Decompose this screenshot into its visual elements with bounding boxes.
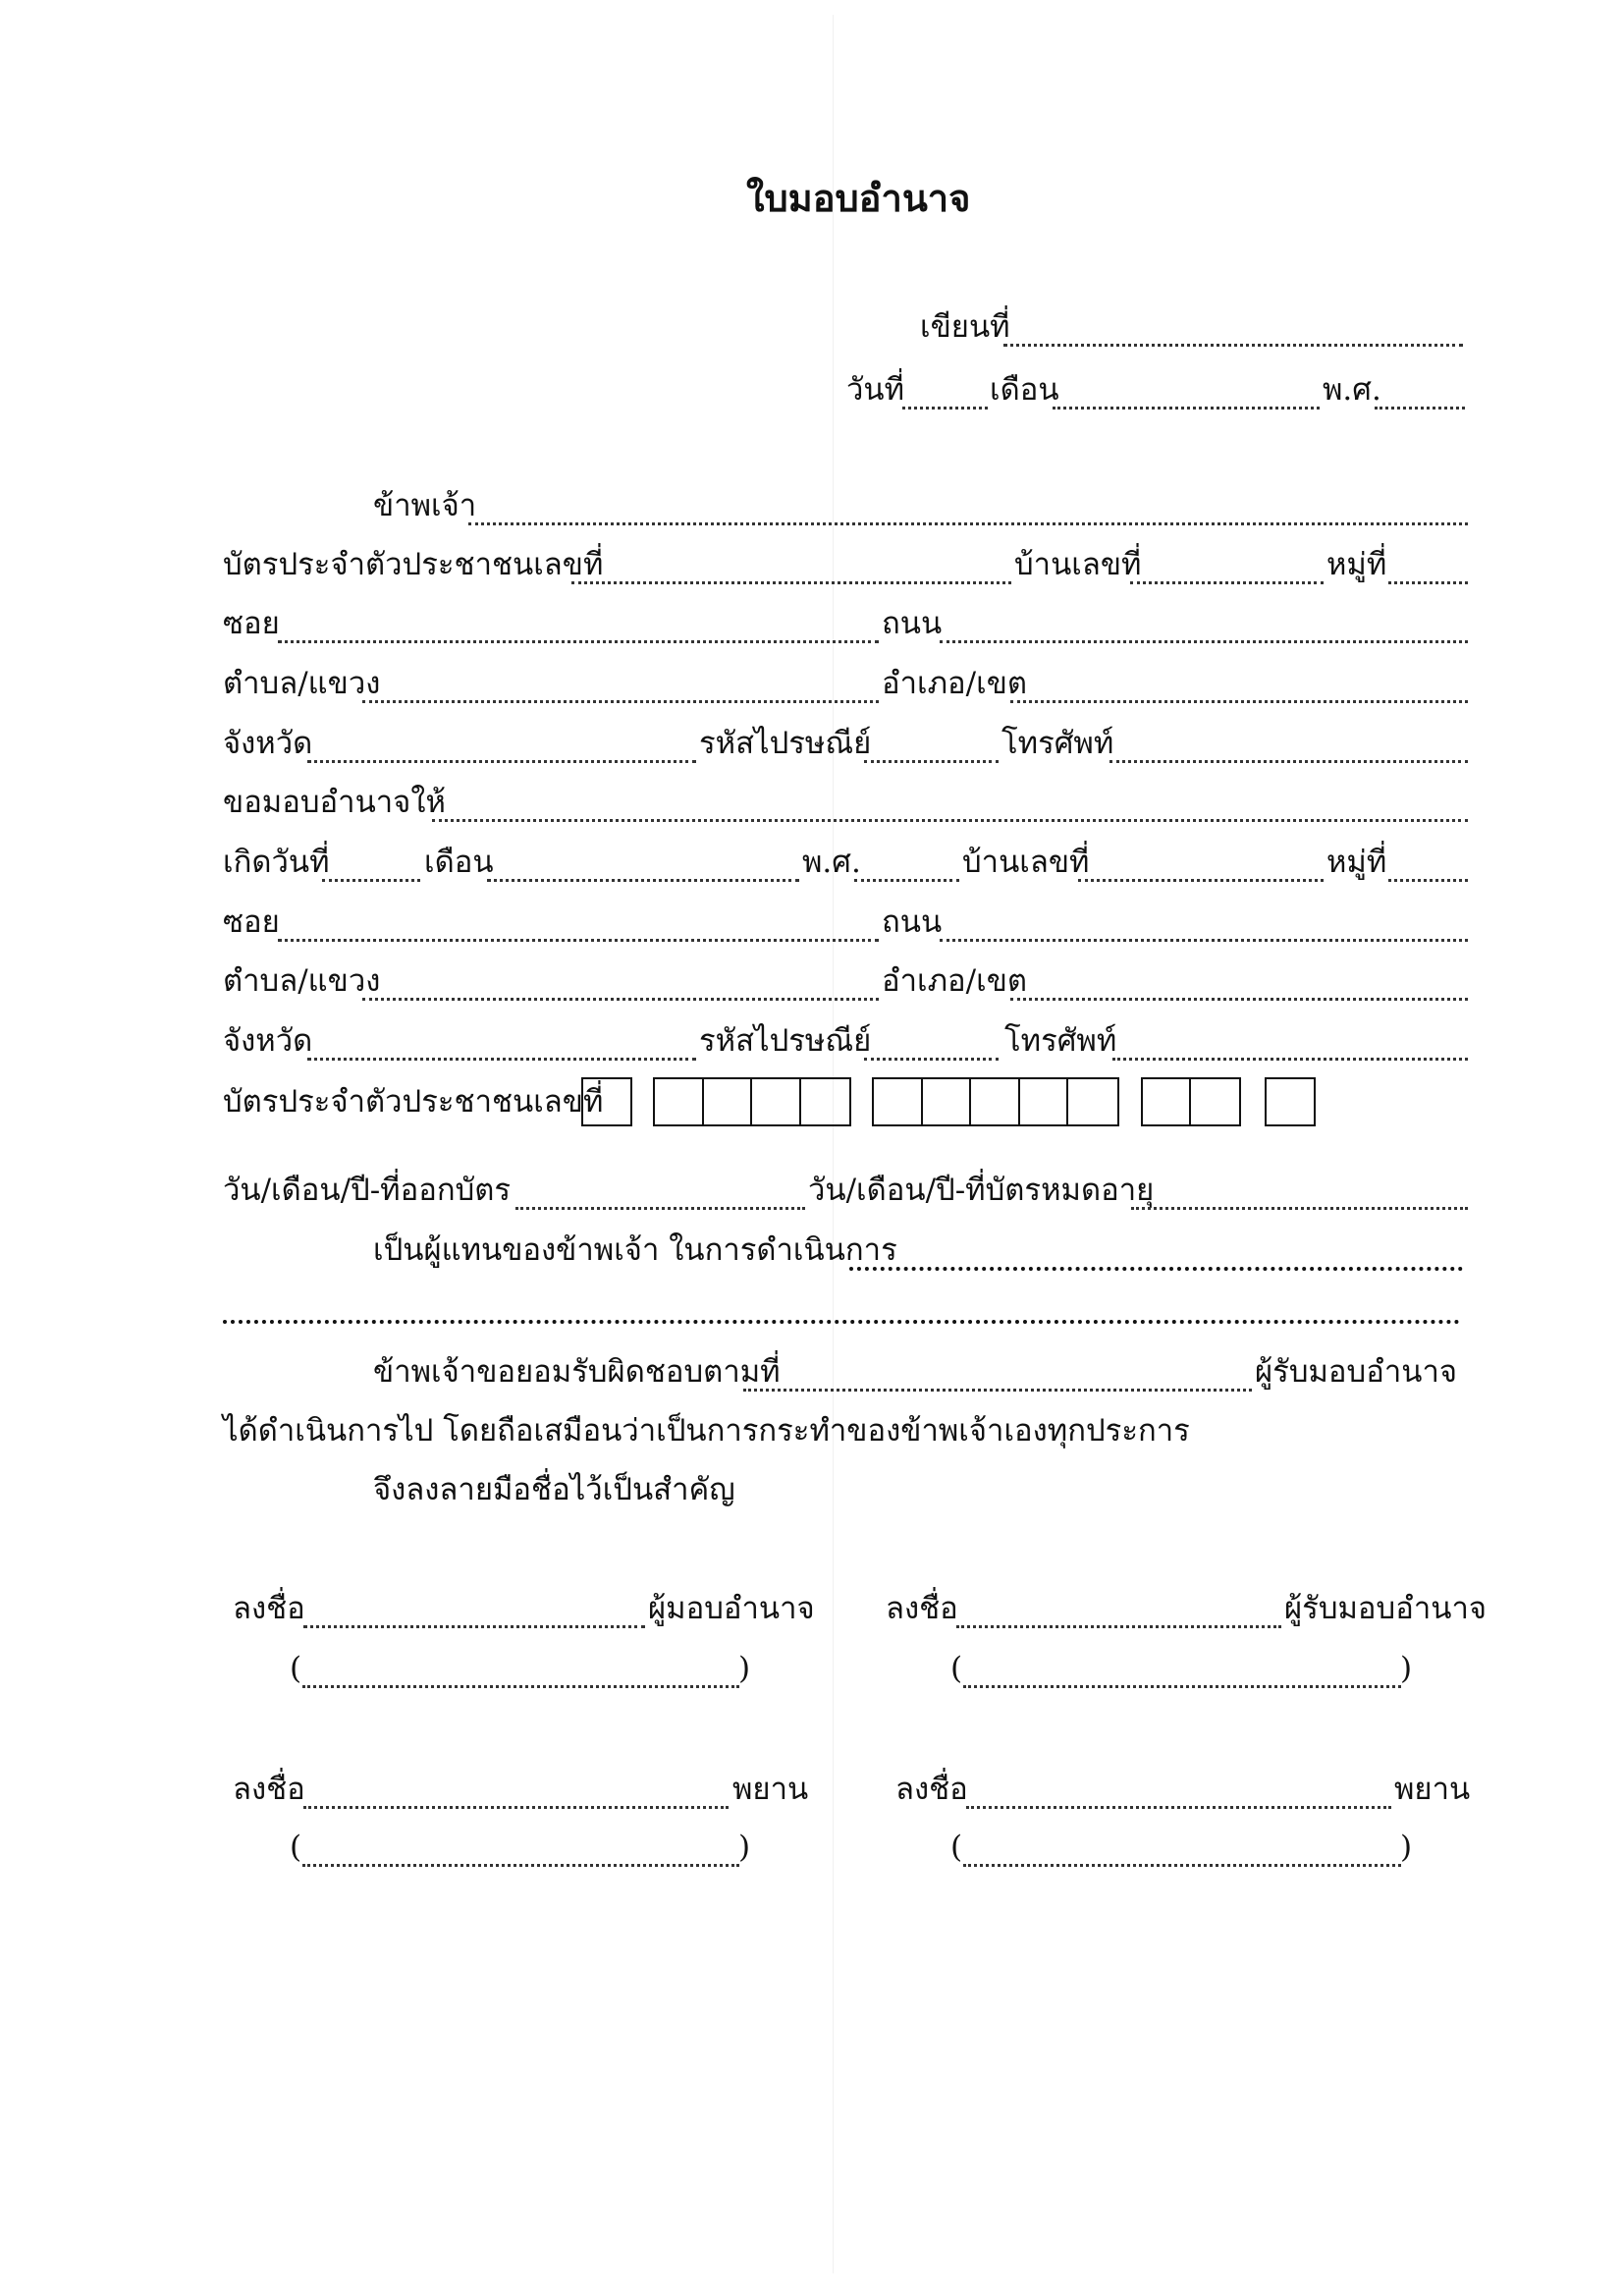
grantor-name-label: ข้าพเจ้า <box>373 488 477 523</box>
close-paren: ) <box>1400 1651 1413 1686</box>
grantee-postcode-label: รหัสไปรษณีย์ <box>699 1023 872 1059</box>
open-paren: ( <box>950 1651 963 1686</box>
id-digit-box[interactable] <box>1143 1079 1191 1124</box>
id-digit-box[interactable] <box>801 1079 849 1124</box>
grantee-born-day-field[interactable] <box>322 879 420 882</box>
id-digit-box[interactable] <box>655 1079 704 1124</box>
grantee-printed-name-field[interactable] <box>963 1685 1401 1688</box>
proceed-text: ได้ดำเนินการไป โดยถือเสมือนว่าเป็นการกระทำของข้าพเจ้าเองทุกประการ <box>223 1413 1190 1449</box>
witness-1-signature-field[interactable] <box>303 1806 729 1809</box>
grantee-subdistrict-field[interactable] <box>362 998 879 1001</box>
grantor-subdistrict-field[interactable] <box>362 700 879 703</box>
grantee-house-label: บ้านเลขที่ <box>962 845 1090 880</box>
witness-2-role: พยาน <box>1394 1772 1471 1807</box>
grantee-province-field[interactable] <box>307 1058 696 1061</box>
date-field[interactable] <box>902 407 988 410</box>
grantor-house-label: บ้านเลขที่ <box>1014 547 1142 582</box>
open-paren: ( <box>950 1830 963 1865</box>
grantee-month-label: เดือน <box>424 845 494 880</box>
responsibility-label: ข้าพเจ้าขอยอมรับผิดชอบตามที่ <box>373 1354 781 1390</box>
witness-2-printed-name-field[interactable] <box>963 1864 1401 1867</box>
grantee-born-month-field[interactable] <box>487 879 799 882</box>
grantor-moo-label: หมู่ที่ <box>1326 547 1387 582</box>
responsibility-field[interactable] <box>743 1389 1252 1392</box>
grantee-district-label: อำเภอ/เขต <box>882 963 1028 999</box>
grantee-name-label: ขอมอบอำนาจให้ <box>223 785 446 820</box>
grantee-soi-label: ซอย <box>223 904 280 940</box>
id-digit-group-5[interactable] <box>1265 1077 1316 1126</box>
grantee-word: ผู้รับมอบอำนาจ <box>1255 1354 1458 1390</box>
grantor-name-field[interactable] <box>468 522 1468 525</box>
year-label: พ.ศ. <box>1323 372 1381 408</box>
witness-1-role: พยาน <box>732 1772 809 1807</box>
grantor-road-field[interactable] <box>940 640 1468 643</box>
grantor-province-label: จังหวัด <box>223 726 313 761</box>
grantee-district-field[interactable] <box>1010 998 1468 1001</box>
grantor-soi-field[interactable] <box>278 640 879 643</box>
grantee-signature-role: ผู้รับมอบอำนาจ <box>1284 1591 1488 1626</box>
grantee-province-label: จังหวัด <box>223 1023 313 1059</box>
grantor-postcode-field[interactable] <box>864 760 999 763</box>
month-field[interactable] <box>1053 407 1320 410</box>
grantor-district-label: อำเภอ/เขต <box>882 666 1028 701</box>
expiry-date-label: วัน/เดือน/ปี-ที่บัตรหมดอายุ <box>808 1173 1155 1208</box>
grantor-subdistrict-label: ตำบล/แขวง <box>223 666 381 701</box>
witness-2-signature-field[interactable] <box>966 1806 1391 1809</box>
grantee-signature-field[interactable] <box>956 1625 1281 1628</box>
grantee-road-label: ถนน <box>882 904 943 940</box>
purpose-field[interactable] <box>849 1267 1463 1271</box>
grantor-signature-role: ผู้มอบอำนาจ <box>648 1591 815 1626</box>
grantee-id-label: บัตรประจำตัวประชาชนเลขที่ <box>223 1084 604 1120</box>
id-digit-group-2[interactable] <box>653 1077 851 1126</box>
expiry-date-field[interactable] <box>1131 1207 1468 1210</box>
id-digit-box[interactable] <box>704 1079 753 1124</box>
close-paren: ) <box>738 1830 751 1865</box>
grantee-phone-field[interactable] <box>1112 1058 1468 1061</box>
sign-label: ลงชื่อ <box>233 1591 305 1626</box>
grantor-province-field[interactable] <box>307 760 696 763</box>
grantee-moo-label: หมู่ที่ <box>1326 845 1387 880</box>
grantor-moo-field[interactable] <box>1388 581 1468 584</box>
id-digit-box[interactable] <box>923 1079 972 1124</box>
grantee-road-field[interactable] <box>940 939 1468 942</box>
grantor-printed-name-field[interactable] <box>302 1685 739 1688</box>
fold-line <box>833 15 834 2273</box>
id-digit-group-1[interactable] <box>581 1077 632 1126</box>
id-digit-box[interactable] <box>752 1079 801 1124</box>
grantor-id-field[interactable] <box>571 581 1011 584</box>
grantor-phone-label: โทรศัพท์ <box>1001 726 1114 761</box>
open-paren: ( <box>290 1830 302 1865</box>
close-paren: ) <box>738 1651 751 1686</box>
purpose-field-line-2[interactable] <box>223 1320 1460 1324</box>
sign-label: ลงชื่อ <box>886 1591 958 1626</box>
grantor-soi-label: ซอย <box>223 606 280 641</box>
representative-label: เป็นผู้แทนของข้าพเจ้า ในการดำเนินการ <box>373 1232 897 1268</box>
issue-date-label: วัน/เดือน/ปี-ที่ออกบัตร <box>223 1173 512 1208</box>
written-at-label: เขียนที่ <box>920 309 1010 345</box>
grantor-postcode-label: รหัสไปรษณีย์ <box>699 726 872 761</box>
grantee-name-field[interactable] <box>432 819 1468 822</box>
id-digit-group-4[interactable] <box>1141 1077 1241 1126</box>
witness-1-printed-name-field[interactable] <box>302 1864 739 1867</box>
id-digit-box[interactable] <box>971 1079 1020 1124</box>
grantee-born-year-field[interactable] <box>854 879 959 882</box>
grantor-signature-field[interactable] <box>303 1625 645 1628</box>
id-digit-box[interactable] <box>583 1079 630 1124</box>
grantee-born-label: เกิดวันที่ <box>223 845 330 880</box>
date-label: วันที่ <box>846 372 905 408</box>
sign-label: ลงชื่อ <box>233 1772 305 1807</box>
issue-date-field[interactable] <box>515 1207 805 1210</box>
grantee-moo-field[interactable] <box>1388 879 1468 882</box>
grantee-subdistrict-label: ตำบล/แขวง <box>223 963 381 999</box>
id-digit-box[interactable] <box>1020 1079 1069 1124</box>
sign-label: ลงชื่อ <box>895 1772 968 1807</box>
id-digit-box[interactable] <box>1068 1079 1117 1124</box>
written-at-field[interactable] <box>1003 344 1463 347</box>
grantee-house-field[interactable] <box>1078 879 1324 882</box>
year-field[interactable] <box>1375 407 1465 410</box>
grantor-id-label: บัตรประจำตัวประชาชนเลขที่ <box>223 547 604 582</box>
open-paren: ( <box>290 1651 302 1686</box>
closing-text: จึงลงลายมือชื่อไว้เป็นสำคัญ <box>373 1472 735 1507</box>
close-paren: ) <box>1400 1830 1413 1865</box>
grantee-phone-label: โทรศัพท์ <box>1004 1023 1117 1059</box>
grantee-year-label: พ.ศ. <box>802 845 861 880</box>
id-digit-box[interactable] <box>1191 1079 1239 1124</box>
grantor-district-field[interactable] <box>1010 700 1468 703</box>
grantor-phone-field[interactable] <box>1109 760 1468 763</box>
id-digit-box[interactable] <box>874 1079 923 1124</box>
id-digit-group-3[interactable] <box>872 1077 1119 1126</box>
grantee-postcode-field[interactable] <box>864 1058 999 1061</box>
grantee-soi-field[interactable] <box>278 939 879 942</box>
month-label: เดือน <box>990 372 1059 408</box>
grantor-house-field[interactable] <box>1130 581 1324 584</box>
grantor-road-label: ถนน <box>882 606 943 641</box>
id-digit-box[interactable] <box>1267 1079 1314 1124</box>
page-title: ใบมอบอำนาจ <box>746 176 971 220</box>
